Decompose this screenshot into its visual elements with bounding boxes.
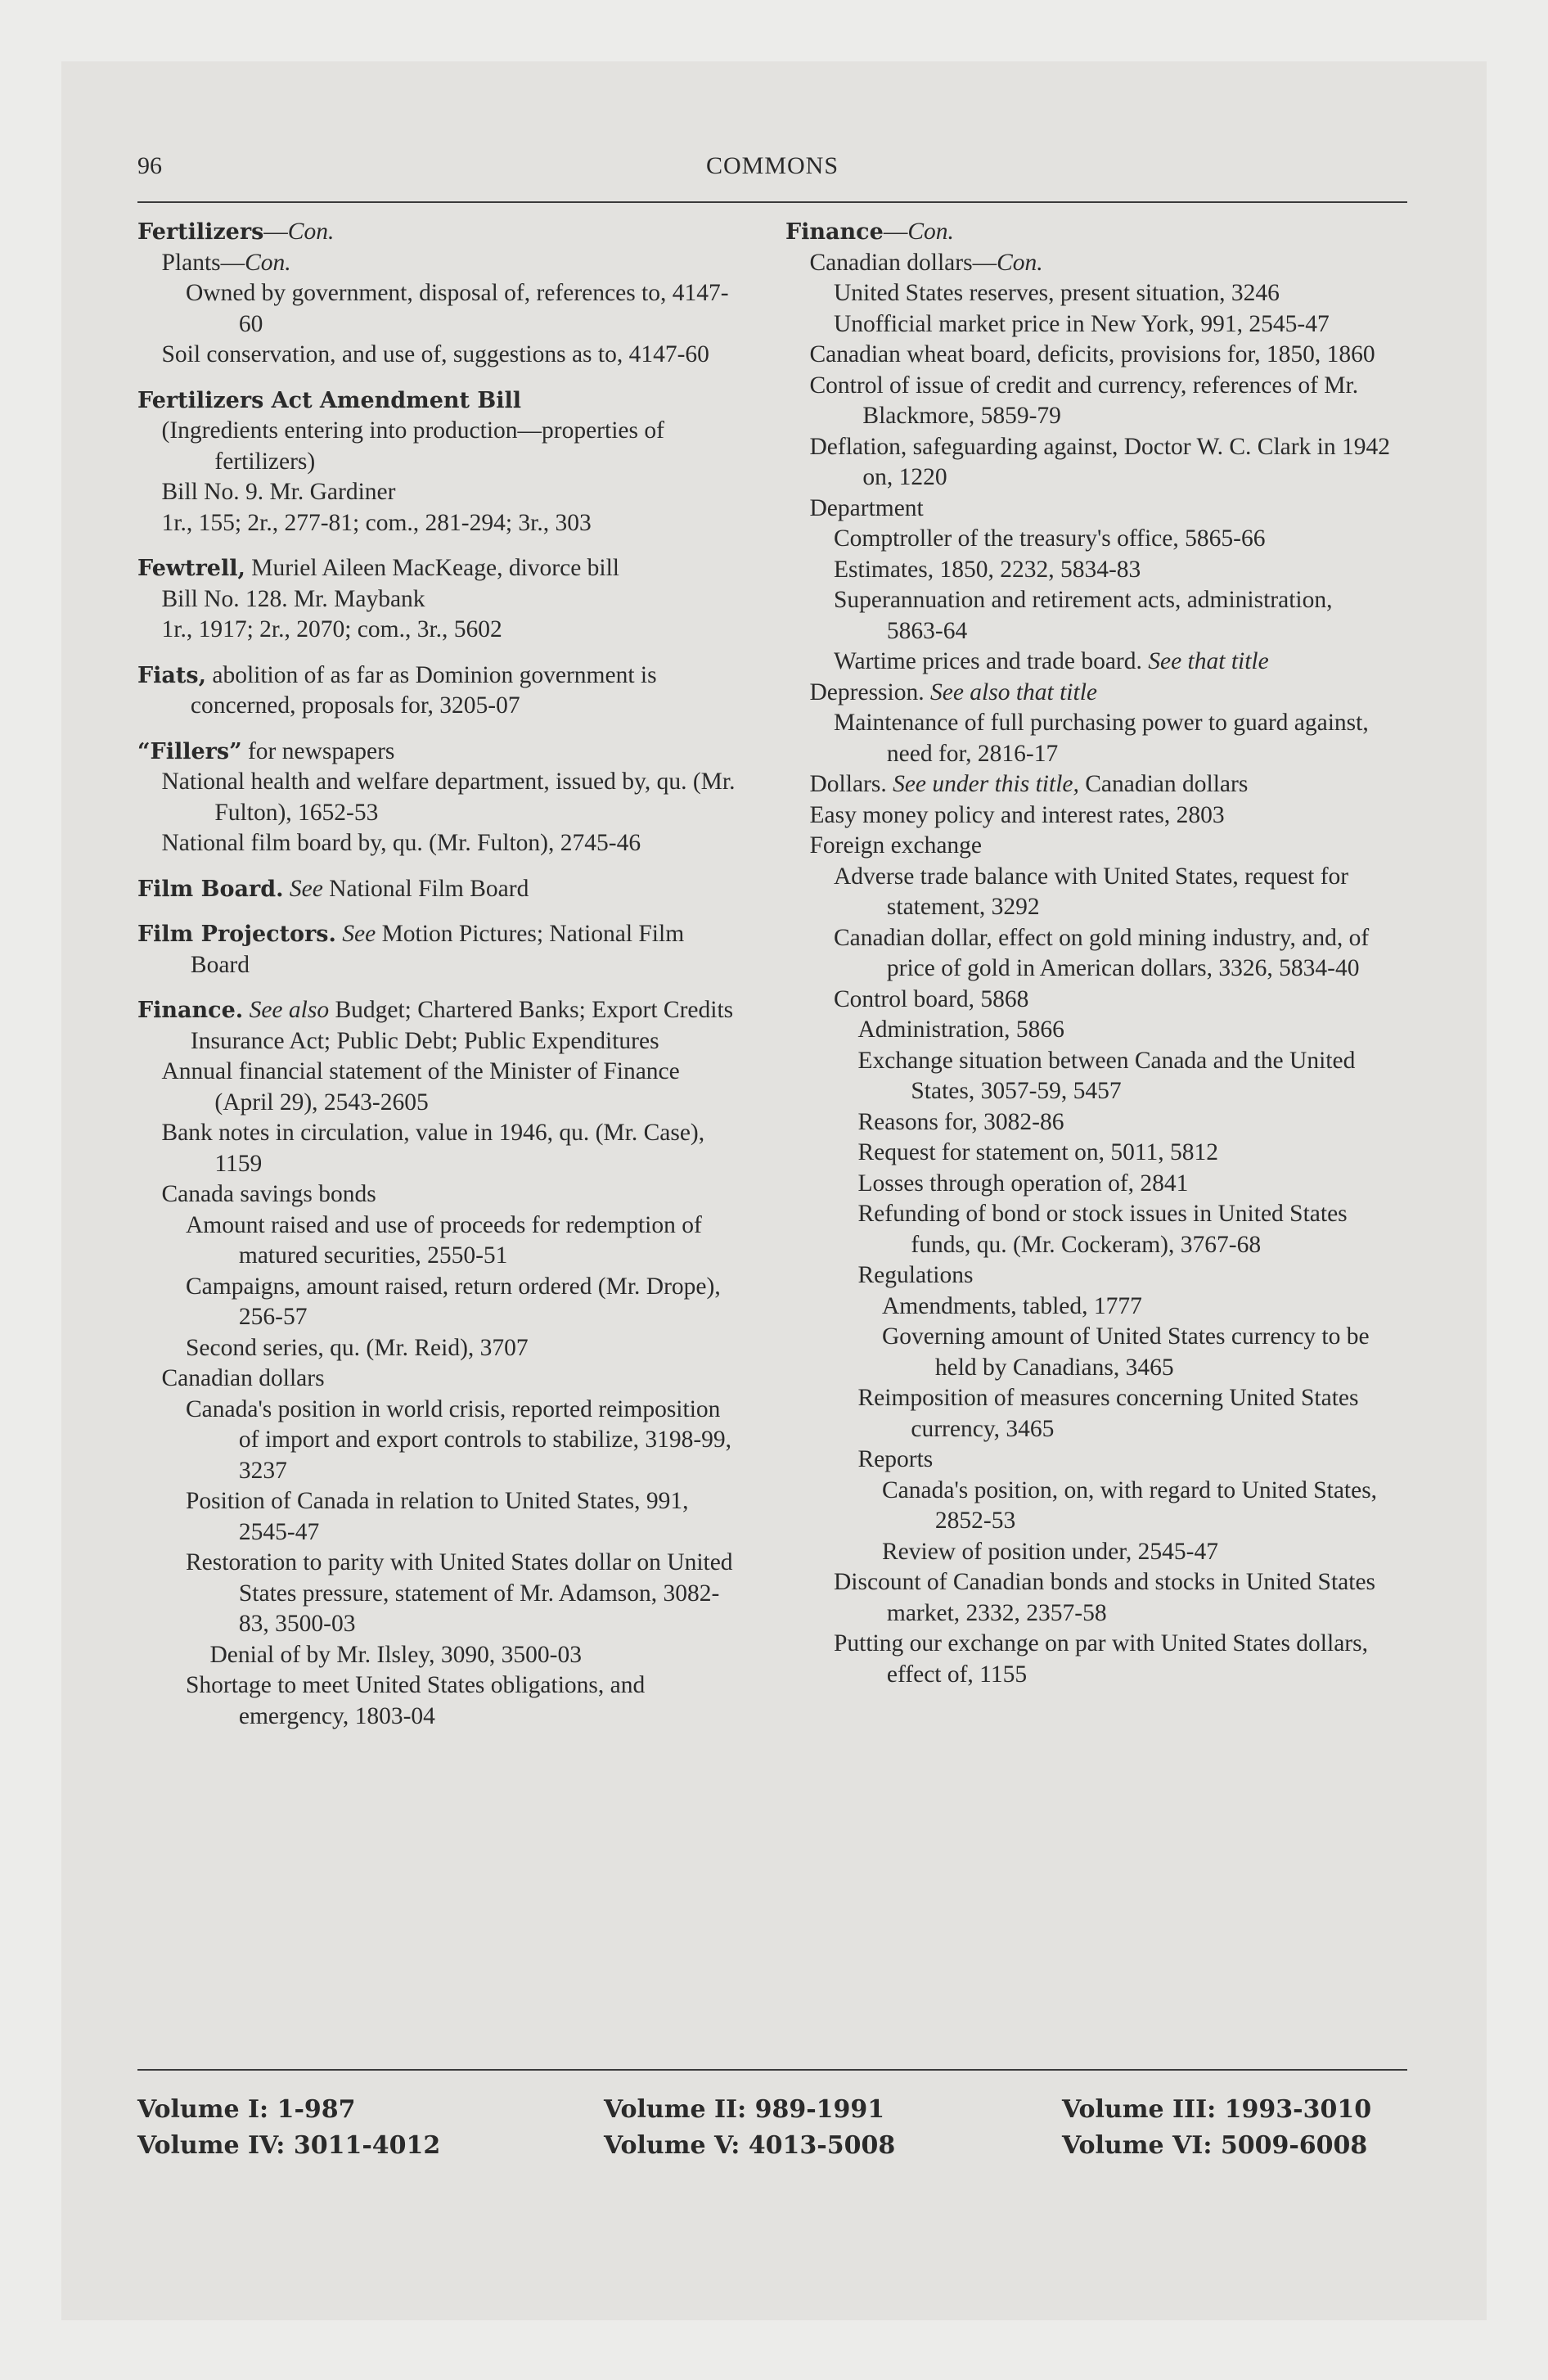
entry-text: Amendments, tabled, 1777 [882, 1292, 1142, 1319]
entry-text: Con. [997, 249, 1043, 276]
entry-text: Governing amount of United States currency to be held by Canadians, 3465 [882, 1323, 1370, 1381]
entry-text: Owned by government, disposal of, references to, 4147-60 [186, 280, 729, 337]
entry-text: Easy money policy and interest rates, 2803 [809, 801, 1225, 828]
index-subentry-line [785, 1383, 1391, 1445]
footer-column [604, 2092, 895, 2164]
index-subentry-line [785, 371, 1391, 432]
entry-heading: Film Projectors. [137, 922, 336, 947]
index-subentry-line [785, 1138, 1391, 1169]
entry-text: Control board, 5868 [834, 985, 1029, 1012]
entry-text: abolition of as far as Dominion government is concerned, proposals for, 3205-07 [190, 661, 657, 719]
index-heading-line [137, 919, 743, 980]
index-heading-line [785, 217, 1391, 248]
entry-text: Review of position under, 2545-47 [882, 1538, 1218, 1565]
index-subentry-line [137, 1272, 743, 1333]
entry-heading: Finance. [137, 998, 244, 1023]
index-entry [137, 995, 743, 1732]
entry-text [243, 997, 249, 1023]
entry-text: See that title [1148, 648, 1269, 674]
index-subentry-line [785, 831, 1391, 862]
index-subentry-line [137, 767, 743, 828]
index-subentry-line [785, 1476, 1391, 1537]
index-subentry-line [137, 508, 743, 539]
entry-text: Con. [245, 249, 291, 276]
volume-label: Volume III: 1993-3010 [1062, 2095, 1372, 2124]
entry-text: Deflation, safeguarding against, Doctor W. C. Clark in 1942 on, 1220 [809, 433, 1390, 490]
index-subentry-line [785, 248, 1391, 279]
index-subentry-line [785, 1629, 1391, 1690]
index-subentry-line [785, 923, 1391, 985]
entry-heading: “Fillers” [137, 738, 242, 764]
index-subentry-line [785, 278, 1391, 309]
entry-text: (Ingredients entering into production—properties of fertilizers) [161, 417, 664, 475]
index-subentry-line [785, 800, 1391, 832]
footer-column [1062, 2092, 1371, 2164]
entry-text: Plants— [161, 249, 245, 276]
entry-text: Maintenance of full purchasing power to guard against, need for, 2816-17 [834, 710, 1369, 767]
entry-text: Reimposition of measures concerning United States currency, 3465 [857, 1385, 1359, 1442]
entry-text: Bill No. 128. Mr. Maybank [161, 585, 425, 612]
index-subentry-line [785, 432, 1391, 494]
index-heading-line [137, 995, 743, 1057]
entry-text: Request for statement on, 5011, 5812 [857, 1139, 1219, 1165]
entry-text: Canadian dollar, effect on gold mining industry, and, of price of gold in American dollars, 3326, 5834-40 [834, 924, 1370, 981]
index-subentry-line [137, 248, 743, 279]
index-subentry-line [137, 477, 743, 508]
index-subentry-line [137, 1670, 743, 1732]
entry-text: Putting our exchange on par with United States dollars, effect of, 1155 [834, 1630, 1368, 1688]
index-subentry-line [137, 1118, 743, 1179]
entry-text: Annual financial statement of the Minister of Finance (April 29), 2543-2605 [161, 1058, 680, 1116]
index-subentry-line [785, 678, 1391, 709]
entry-text: Canada's position, on, with regard to United States, 2852-53 [882, 1476, 1378, 1534]
index-subentry-line [137, 1395, 743, 1487]
entry-text: Depression. [809, 678, 930, 705]
entry-text: Department [809, 494, 924, 521]
entry-text: Shortage to meet United States obligations, and emergency, 1803-04 [186, 1672, 646, 1729]
entry-text: Canadian dollars [161, 1365, 325, 1391]
index-subentry-line [137, 1548, 743, 1640]
entry-text: United States reserves, present situation, 3246 [834, 280, 1280, 306]
entry-heading: Fewtrell, [137, 556, 245, 581]
index-subentry-line [137, 828, 743, 859]
entry-text: Denial of by Mr. Ilsley, 3090, 3500-03 [209, 1641, 582, 1668]
index-subentry-line [785, 708, 1391, 769]
entry-text: — [263, 219, 288, 245]
entry-text: Bill No. 9. Mr. Gardiner [161, 479, 396, 505]
volume-footer [137, 2092, 1407, 2174]
index-heading-line [137, 385, 743, 417]
footer-column [137, 2092, 440, 2164]
entry-text: Reports [857, 1446, 934, 1472]
entry-text: Losses through operation of, 2841 [857, 1170, 1189, 1197]
entry-text: Regulations [857, 1262, 974, 1288]
entry-text: Second series, qu. (Mr. Reid), 3707 [186, 1334, 529, 1361]
volume-label: Volume I: 1-987 [137, 2095, 356, 2124]
index-subentry-line [137, 1210, 743, 1272]
index-subentry-line [785, 340, 1391, 371]
index-subentry-line [785, 1015, 1391, 1046]
index-entry [137, 385, 743, 539]
index-heading-line [137, 737, 743, 768]
index-subentry-line [785, 1322, 1391, 1383]
entry-text: See also that title [929, 678, 1097, 705]
index-subentry-line [785, 555, 1391, 586]
entry-text: Amount raised and use of proceeds for redemption of matured securities, 2550-51 [186, 1211, 702, 1269]
entry-text: Reasons for, 3082-86 [857, 1108, 1064, 1135]
index-subentry-line [137, 1057, 743, 1118]
index-entry [137, 553, 743, 646]
volume-label: Volume IV: 3011-4012 [137, 2131, 441, 2160]
index-entry [137, 660, 743, 722]
entry-text: Administration, 5866 [857, 1016, 1064, 1043]
entry-text: Comptroller of the treasury's office, 5865-66 [834, 525, 1266, 552]
header-rule [137, 201, 1407, 203]
entry-heading: Finance [785, 219, 884, 245]
left-column [137, 217, 743, 1747]
entry-text: 1r., 1917; 2r., 2070; com., 3r., 5602 [161, 616, 502, 642]
entry-heading: Film Board. [137, 876, 284, 902]
entry-text: Refunding of bond or stock issues in United States funds, qu. (Mr. Cockeram), 3767-68 [857, 1201, 1348, 1258]
index-subentry-line [785, 494, 1391, 525]
entry-text: — [883, 219, 908, 245]
running-head: COMMONS [705, 152, 839, 179]
index-subentry-line [137, 416, 743, 477]
index-subentry-line [137, 1486, 743, 1548]
entry-text: Canada savings bonds [161, 1181, 376, 1207]
entry-heading: Fertilizers Act Amendment Bill [137, 387, 521, 413]
entry-text: See [342, 921, 376, 947]
entry-text: See under this title, [893, 771, 1079, 797]
index-subentry-line [785, 1169, 1391, 1200]
entry-text: See also [249, 997, 330, 1023]
index-entry [137, 919, 743, 980]
index-subentry-line [785, 1537, 1391, 1568]
entry-text [283, 876, 289, 902]
page-header [137, 152, 1407, 190]
entry-text: Dollars. [809, 771, 893, 797]
entry-text: Con. [907, 219, 954, 245]
page-number: 96 [137, 152, 162, 179]
entry-text: Control of issue of credit and currency, references of Mr. Blackmore, 5859-79 [809, 372, 1359, 429]
entry-text: National health and welfare department, issued by, qu. (Mr. Fulton), 1652-53 [161, 769, 736, 826]
volume-label: Volume VI: 5009-6008 [1062, 2131, 1368, 2160]
entry-text: Wartime prices and trade board. [834, 648, 1149, 674]
entry-heading: Fiats, [137, 662, 206, 688]
entry-text: Position of Canada in relation to United States, 991, 2545-47 [186, 1488, 689, 1545]
entry-text: Unofficial market price in New York, 991, 2545-47 [834, 310, 1330, 337]
entry-text: Bank notes in circulation, value in 1946, qu. (Mr. Case), 1159 [161, 1120, 705, 1177]
entry-text: Foreign exchange [809, 832, 983, 859]
index-heading-line [137, 553, 743, 584]
index-subentry-line [785, 985, 1391, 1016]
index-entry [137, 874, 743, 905]
right-column [785, 217, 1391, 1705]
index-subentry-line [785, 647, 1391, 678]
index-subentry-line [137, 340, 743, 371]
entry-text: Canadian wheat board, deficits, provisions for, 1850, 1860 [809, 341, 1375, 367]
index-subentry-line [137, 1364, 743, 1395]
entry-text: Canadian dollars [1078, 771, 1249, 797]
index-subentry-line [785, 862, 1391, 923]
entry-text: Exchange situation between Canada and the United States, 3057-59, 5457 [857, 1047, 1356, 1104]
entry-text: Discount of Canadian bonds and stocks in United States market, 2332, 2357-58 [834, 1569, 1376, 1626]
entry-heading: Fertilizers [137, 219, 264, 245]
entry-text: Estimates, 1850, 2232, 5834-83 [834, 556, 1141, 583]
index-subentry-line [137, 1333, 743, 1364]
index-subentry-line [785, 524, 1391, 555]
entry-text: Motion Pictures; National Film Board [190, 921, 685, 978]
index-subentry-line [137, 615, 743, 646]
index-subentry-line [785, 1199, 1391, 1260]
entry-text: Muriel Aileen MacKeage, divorce bill [245, 555, 619, 581]
index-heading-line [137, 660, 743, 722]
index-subentry-line [137, 278, 743, 340]
entry-text: Campaigns, amount raised, return ordered (Mr. Drope), 256-57 [186, 1273, 721, 1330]
entry-text: for newspapers [241, 737, 395, 764]
volume-label: Volume II: 989-1991 [604, 2095, 885, 2124]
entry-text: Budget; Chartered Banks; Export Credits Insurance Act; Public Debt; Public Expenditures [190, 997, 734, 1054]
index-subentry-line [785, 585, 1391, 647]
index-subentry-line [785, 1046, 1391, 1107]
footer-rule [137, 2069, 1407, 2071]
index-subentry-line [785, 1445, 1391, 1476]
index-subentry-line [785, 1567, 1391, 1629]
index-heading-line [137, 217, 743, 248]
entry-text: Canada's position in world crisis, reported reimposition of import and export controls to stabilize, 3198-99, 3237 [186, 1395, 732, 1484]
entry-text: See [289, 875, 323, 902]
index-subentry-line [785, 1260, 1391, 1291]
index-subentry-line [137, 1179, 743, 1210]
index-heading-line [137, 874, 743, 905]
entry-text: National Film Board [322, 875, 529, 902]
index-subentry-line [785, 1291, 1391, 1323]
entry-text: Con. [287, 219, 335, 245]
index-subentry-line [785, 309, 1391, 340]
volume-label: Volume V: 4013-5008 [604, 2131, 896, 2160]
entry-text: Restoration to parity with United States dollar on United States pressure, statement of Mr. Adamson, 3082-83, 3500-03 [186, 1549, 733, 1637]
entry-text: Superannuation and retirement acts, administration, 5863-64 [834, 587, 1333, 644]
index-entry [785, 217, 1391, 1690]
index-subentry-line [785, 1107, 1391, 1138]
index-entry [137, 737, 743, 859]
entry-text: Canadian dollars— [809, 249, 997, 276]
entry-text: 1r., 155; 2r., 277-81; com., 281-294; 3r., 303 [161, 509, 592, 536]
entry-text: National film board by, qu. (Mr. Fulton), 2745-46 [161, 830, 641, 856]
entry-text: Adverse trade balance with United States, request for statement, 3292 [834, 863, 1349, 920]
index-entry [137, 217, 743, 371]
entry-text: Soil conservation, and use of, suggestions as to, 4147-60 [161, 341, 709, 367]
index-subentry-line [137, 584, 743, 615]
index-subentry-line [137, 1640, 743, 1671]
index-subentry-line [785, 769, 1391, 800]
